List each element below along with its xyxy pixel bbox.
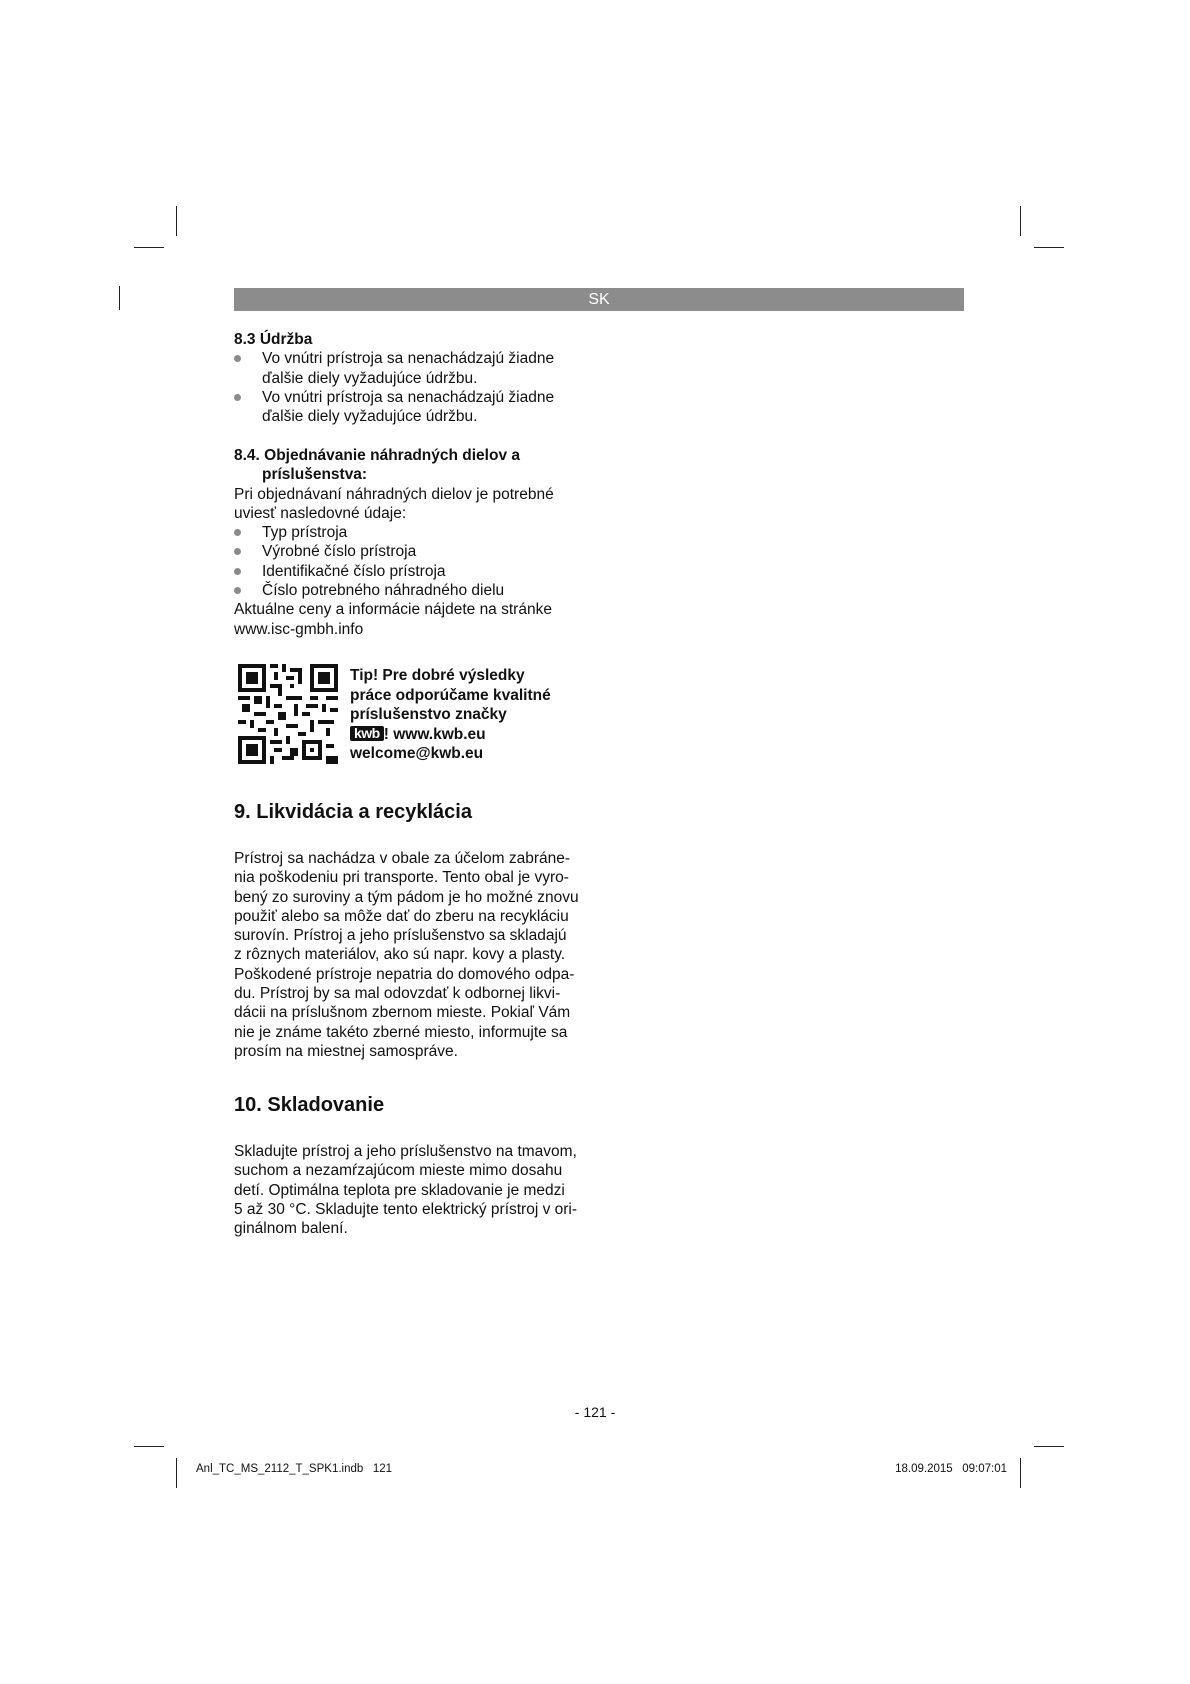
list-item: Identifikačné číslo prístroja (234, 562, 594, 581)
kwb-logo: kwb (350, 726, 384, 741)
page-number: - 121 - (574, 1404, 616, 1420)
tip-box (234, 664, 594, 766)
section-heading: 10. Skladovanie (234, 1094, 385, 1116)
qr-code-icon (238, 664, 338, 764)
timestamp: 18.09.2015 09:07:01 (895, 1463, 1007, 1475)
crop-mark (176, 1458, 177, 1488)
tip-line: práce odporúčame kvalitné (350, 686, 551, 704)
section-heading: 9. Likvidácia a recyklácia (234, 801, 472, 823)
tip-line: Tip! Pre dobré výsledky (350, 667, 525, 684)
crop-mark (134, 1446, 164, 1447)
storage-section (234, 1093, 594, 1238)
ordering-section (234, 446, 594, 639)
storage-paragraph: Skladujte prístroj a jeho príslušenstvo na tmavom, suchom a nezamŕzajúcom mieste mimo dosahu detí. Optimálna teplota pre skladovanie je medzi 5 až 30 °C. Skladujte tento elektrický prístroj v ori- ginálnom balení. (234, 1143, 578, 1238)
language-bar: SK (234, 288, 964, 311)
ordering-outro: Aktuálne ceny a informácie nájdete na stránke www.isc-gmbh.info (234, 601, 552, 638)
list-item: Výrobné číslo prístroja (234, 542, 594, 561)
crop-mark (134, 247, 164, 248)
crop-mark (119, 286, 120, 310)
disposal-section (234, 800, 594, 1061)
list-item: Vo vnútri prístroja sa nenachádzajú žiadne ďalšie diely vyžadujúce údržbu. (234, 388, 594, 427)
list-item: Vo vnútri prístroja sa nenachádzajú žiadne ďalšie diely vyžadujúce údržbu. (234, 349, 594, 388)
maintenance-heading: 8.3 Údržba (234, 331, 313, 348)
crop-mark (1020, 1458, 1021, 1488)
ordering-intro: Pri objednávaní náhradných dielov je potrebné uviesť nasledovné údaje: (234, 485, 554, 522)
crop-mark (1034, 247, 1064, 248)
file-slug: Anl_TC_MS_2112_T_SPK1.indb 121 (196, 1463, 393, 1475)
crop-mark (1020, 206, 1021, 236)
tip-email: welcome@kwb.eu (350, 745, 484, 762)
tip-brand-line (350, 725, 551, 745)
crop-mark (176, 206, 177, 236)
disposal-paragraph: Prístroj sa nachádza v obale za účelom zabráne- nia poškodeniu pri transporte. Tento obal je vyro- bený zo suroviny a tým pádom je ho možné znovu použiť alebo sa môže dať do zberu na recykláciu surovín. Prístroj a jeho príslušenstvo sa skladajú z rôznych materiálov, ako sú napr. kovy a plasty. Poškodené prístroje nepatria do domového odpa- du. Prístroj by sa mal odovzdať k odbornej likvi- dácii na príslušnom zbernom mieste. Pokiaľ Vám nie je známe takéto zberné miesto, informujte sa prosím na miestnej samospráve. (234, 850, 579, 1060)
crop-mark (1034, 1446, 1064, 1447)
brand-url: ! www.kwb.eu (383, 725, 486, 743)
list-item: Číslo potrebného náhradného dielu (234, 581, 594, 600)
maintenance-section (234, 330, 594, 426)
tip-line: príslušenstvo značky (350, 706, 507, 723)
list-item: Typ prístroja (234, 523, 594, 542)
ordering-heading: 8.4. Objednávanie náhradných dielov a príslušenstva: (234, 447, 520, 484)
tip-text (350, 666, 551, 764)
